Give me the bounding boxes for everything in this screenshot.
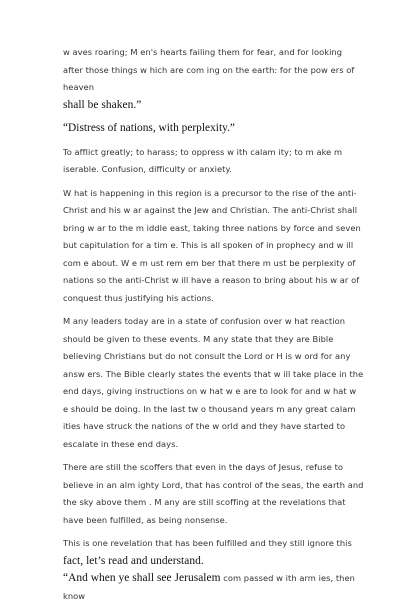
paragraph-revelation-text: This is one revelation that has been fulfilled and they still ignore this bbox=[63, 538, 352, 548]
paragraph-1-serif-text: shall be shaken.” bbox=[63, 98, 142, 111]
paragraph-revelation bbox=[63, 535, 364, 605]
quote-jerusalem-sans: com passed w ith arm ies, then know bbox=[63, 573, 355, 601]
paragraph-region: W hat is happening in this region is a precursor to the rise of the anti-Christ and his w ar against the Jew and Christian. The anti-Christ shall bring w ar to the m iddle east, taking three nations by force and seven but capitulation for a tim e. This is all spoken of in prophecy and w ill com e about. W e m ust rem em ber that there m ust be perplexity of nations so the anti-Christ w ill have a reason to bring about his w ar of conquest thus justifying his actions. bbox=[63, 187, 361, 303]
paragraph-definition: To afflict greatly; to harass; to oppress w ith calam ity; to m ake m iserable. Confusion, difficulty or anxiety. bbox=[63, 146, 343, 174]
paragraph-leaders: M any leaders today are in a state of confusion over w hat reaction should be given to these events. M any state that they are Bible believing Christians but do not consult the Lord or H is w ord for any answ ers. The Bible clearly states the events that w ill take place in the end days, giving instructions on w hat w e are to look for and w hat w e should be doing. In the last tw o thousand years m any great calam ities have struck the nations of the w orld and they have started to escalate in these end days. bbox=[63, 316, 364, 449]
quote-distress-of-nations: “Distress of nations, with perplexity.” bbox=[63, 122, 235, 134]
paragraph-1 bbox=[63, 44, 364, 114]
paragraph-scoffers: There are still the scoffers that even in the days of Jesus, refuse to believe in an alm ighty Lord, that has control of the seas, the earth and the sky above them . M any are still scoffing at the revelations that have been fulfilled, as being nonsense. bbox=[63, 462, 364, 525]
paragraph-revelation-serif-text: fact, let’s read and understand. bbox=[63, 554, 204, 567]
quote-jerusalem-serif: “And when ye shall see Jerusalem bbox=[63, 572, 221, 584]
paragraph-1-text: w aves roaring; M en's hearts failing them for fear, and for looking after those things w hich are com ing on the earth: for the pow ers of heaven bbox=[63, 47, 355, 92]
